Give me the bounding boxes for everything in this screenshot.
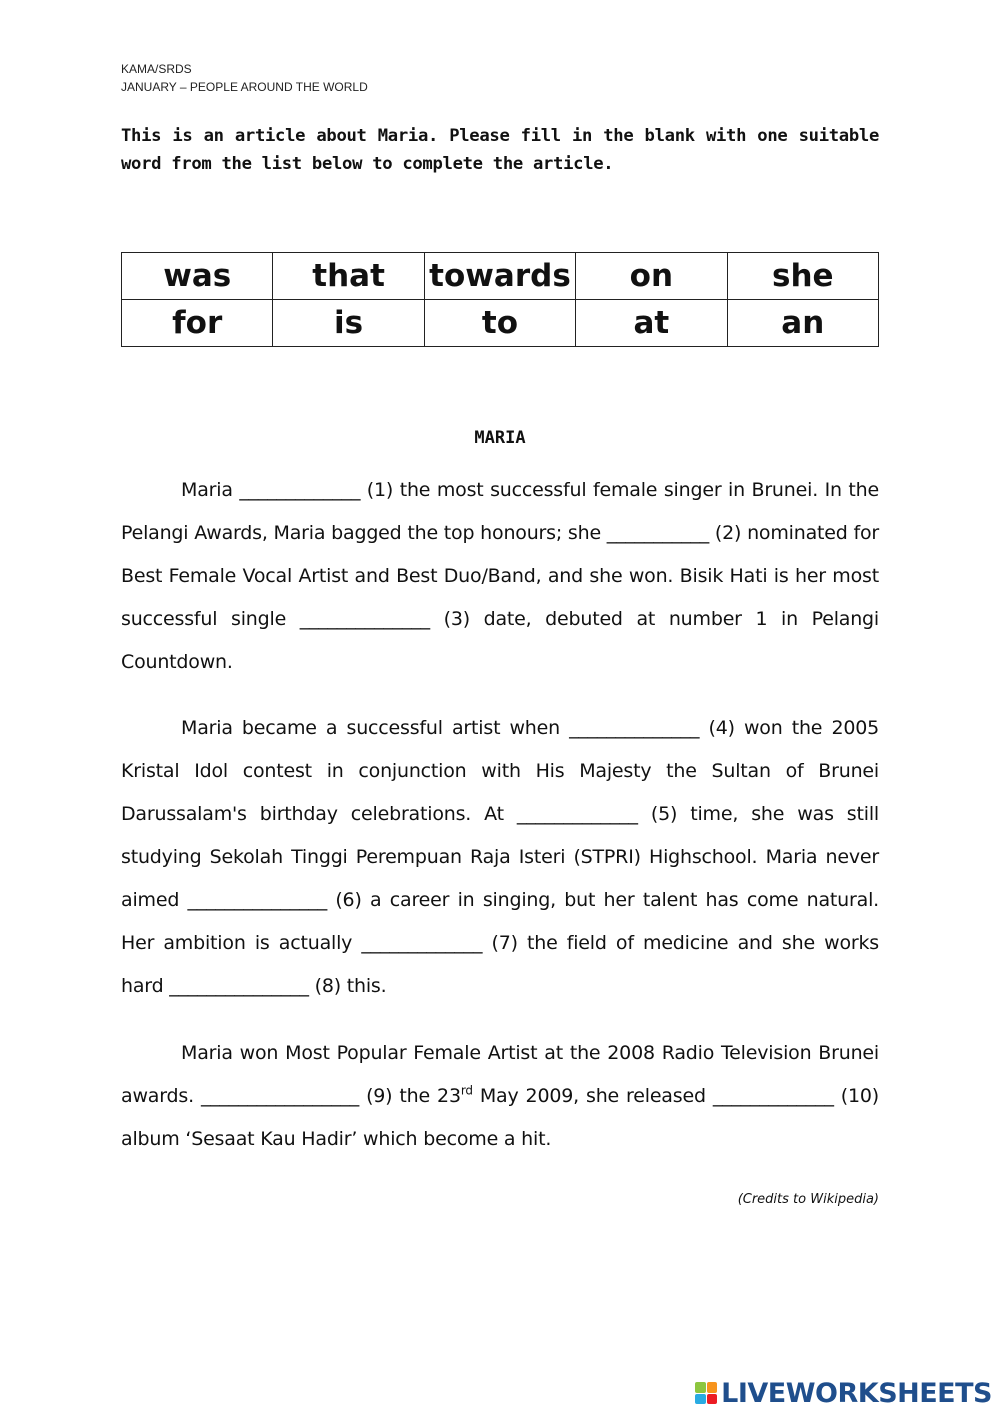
logo-tile (695, 1382, 706, 1393)
word-bank-cell: towards (424, 253, 575, 300)
paragraph-3-text-end: May 2009, she released _____________ (10) album ‘Sesaat Kau Hadir’ which become a hit. (121, 1085, 879, 1150)
word-bank-row (122, 253, 879, 300)
word-bank-row (122, 300, 879, 347)
word-bank-cell: on (576, 253, 727, 300)
page-header (121, 60, 368, 96)
word-bank-cell: at (576, 300, 727, 347)
article-paragraph-2: Maria became a successful artist when ______________ (4) won the 2005 Kristal Idol contest in conjunction with His Majesty the Sultan of Brunei Darussalam's birthday celebrations. At _____________ (5) time, she was still studying Sekolah Tinggi Perempuan Raja Isteri (STPRI) Highschool. Maria never aimed _______________ (6) a career in singing, but her talent has come natural. Her ambition is actually _____________ (7) the field of medicine and she works hard _______________ (8) this. (121, 717, 879, 997)
word-bank-cell: to (424, 300, 575, 347)
word-bank-cell: is (273, 300, 424, 347)
article-paragraph-3 (121, 1032, 879, 1161)
word-bank-cell: for (122, 300, 273, 347)
header-code: KAMA/SRDS (121, 62, 192, 76)
ordinal-suffix: rd (460, 1083, 473, 1098)
article-paragraph-1: Maria _____________ (1) the most successful female singer in Brunei. In the Pelangi Awards, Maria bagged the top honours; she ___________ (2) nominated for Best Female Vocal Artist and Best Duo/Band, and she won. Bisik Hati is her most successful single ______________ (3) date, debuted at number 1 in Pelangi Countdown. (121, 479, 879, 673)
logo-tile (695, 1394, 706, 1405)
liveworksheets-logo (695, 1376, 992, 1410)
paragraph-3-text-start: Maria won Most Popular Female Artist at the 2008 Radio Television Brunei awards. _________________ (9) the 23 (121, 1042, 879, 1107)
logo-wordmark: LIVEWORKSHEETS (721, 1377, 992, 1409)
header-unit: JANUARY – PEOPLE AROUND THE WORLD (121, 80, 368, 94)
article-title: MARIA (474, 428, 526, 448)
logo-tile (707, 1394, 718, 1405)
word-bank-table (121, 252, 879, 347)
liveworksheets-logo-icon (695, 1382, 717, 1404)
word-bank-cell: an (727, 300, 878, 347)
credits: (Credits to Wikipedia) (737, 1192, 879, 1207)
instructions: This is an article about Maria. Please fill in the blank with one suitable word from the list below to complete the article. (121, 126, 879, 174)
word-bank-cell: was (122, 253, 273, 300)
word-bank-cell: that (273, 253, 424, 300)
logo-tile (707, 1382, 718, 1393)
word-bank-cell: she (727, 253, 878, 300)
